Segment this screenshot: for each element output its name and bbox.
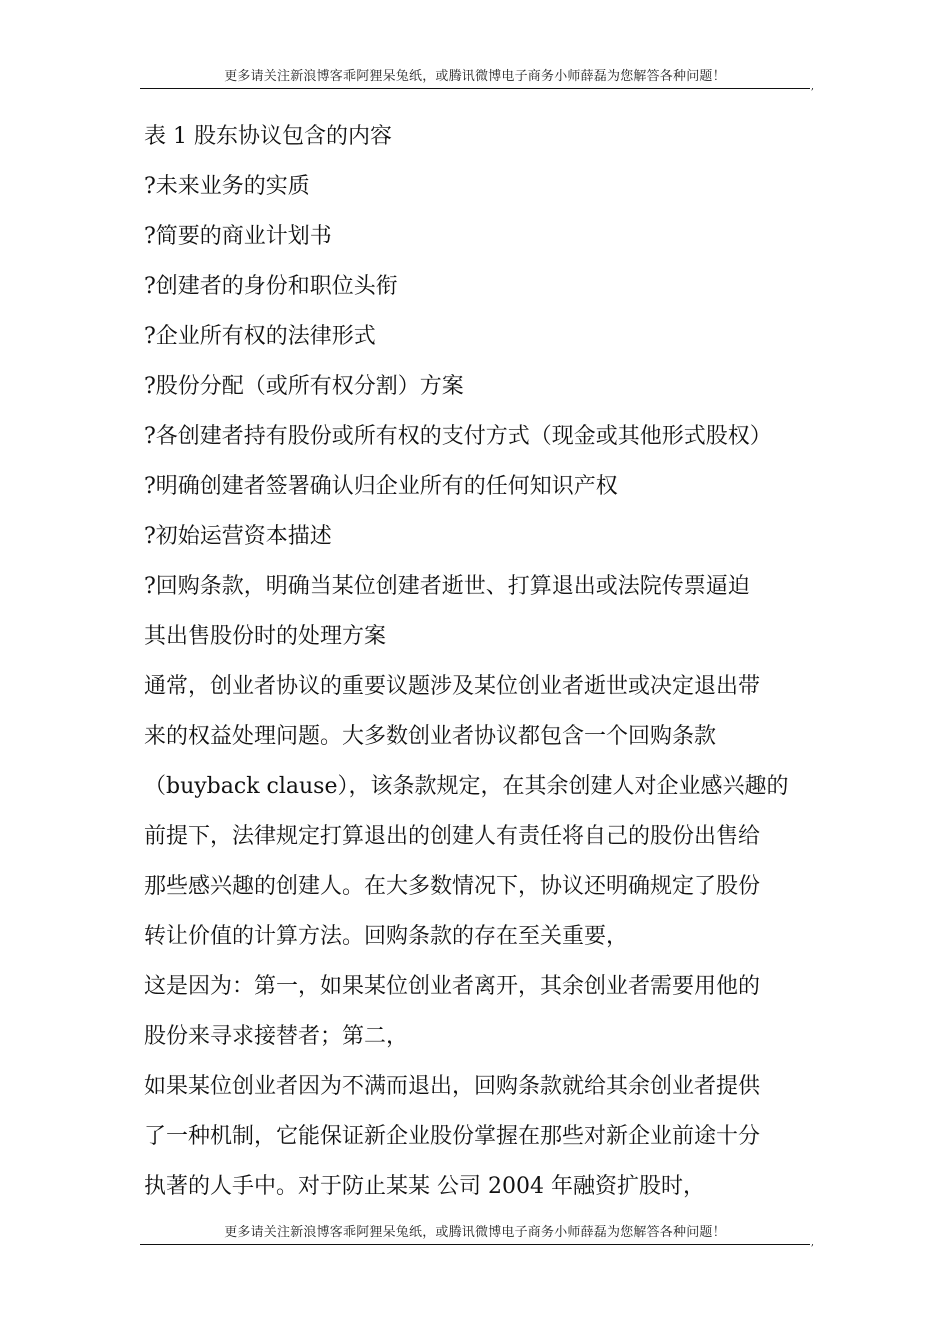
paragraph-line: （buyback clause），该条款规定，在其余创建人对企业感兴趣的 xyxy=(144,774,789,799)
list-item: ?股份分配（或所有权分割）方案 xyxy=(144,374,464,399)
footer-mark: , xyxy=(810,1237,814,1248)
table-caption: 表 1 股东协议包含的内容 xyxy=(144,124,392,149)
list-item: ?明确创建者签署确认归企业所有的任何知识产权 xyxy=(144,474,618,499)
header-mark: , xyxy=(810,81,814,92)
paragraph-line: 转让价值的计算方法。回购条款的存在至关重要， xyxy=(144,924,629,949)
paragraph-line: 这是因为：第一，如果某位创业者离开，其余创业者需要用他的 xyxy=(144,974,761,999)
paragraph-line: 了一种机制，它能保证新企业股份掌握在那些对新企业前途十分 xyxy=(144,1124,761,1149)
header-text: 更多请关注新浪博客乖阿狸呆兔纸，或腾讯微博电子商务小师薛磊为您解答各种问题！ xyxy=(224,69,726,84)
header-rule xyxy=(140,88,810,89)
paragraph-line: 如果某位创业者因为不满而退出，回购条款就给其余创业者提供 xyxy=(144,1074,761,1099)
paragraph-line: 来的权益处理问题。大多数创业者协议都包含一个回购条款 xyxy=(144,724,717,749)
page-footer xyxy=(140,1224,814,1258)
footer-rule xyxy=(140,1244,810,1245)
paragraph-line: 那些感兴趣的创建人。在大多数情况下，协议还明确规定了股份 xyxy=(144,874,761,899)
paragraph-line: 通常，创业者协议的重要议题涉及某位创业者逝世或决定退出带 xyxy=(144,674,761,699)
list-item: ?初始运营资本描述 xyxy=(144,524,332,549)
list-item: ?未来业务的实质 xyxy=(144,174,310,199)
list-item: ?回购条款，明确当某位创建者逝世、打算退出或法院传票逼迫 xyxy=(144,574,750,599)
list-item: ?企业所有权的法律形式 xyxy=(144,324,376,349)
footer-text: 更多请关注新浪博客乖阿狸呆兔纸，或腾讯微博电子商务小师薛磊为您解答各种问题！ xyxy=(224,1225,726,1240)
document-body xyxy=(144,112,814,1212)
list-item: ?各创建者持有股份或所有权的支付方式（现金或其他形式股权） xyxy=(144,424,772,449)
paragraph-line: 股份来寻求接替者；第二， xyxy=(144,1024,409,1049)
list-item: ?创建者的身份和职位头衔 xyxy=(144,274,398,299)
page-header xyxy=(140,68,814,102)
list-item-continuation: 其出售股份时的处理方案 xyxy=(144,624,387,649)
paragraph-line: 执著的人手中。对于防止某某 公司 2004 年融资扩股时， xyxy=(144,1174,705,1199)
list-item: ?简要的商业计划书 xyxy=(144,224,332,249)
paragraph-line: 前提下，法律规定打算退出的创建人有责任将自己的股份出售给 xyxy=(144,824,761,849)
